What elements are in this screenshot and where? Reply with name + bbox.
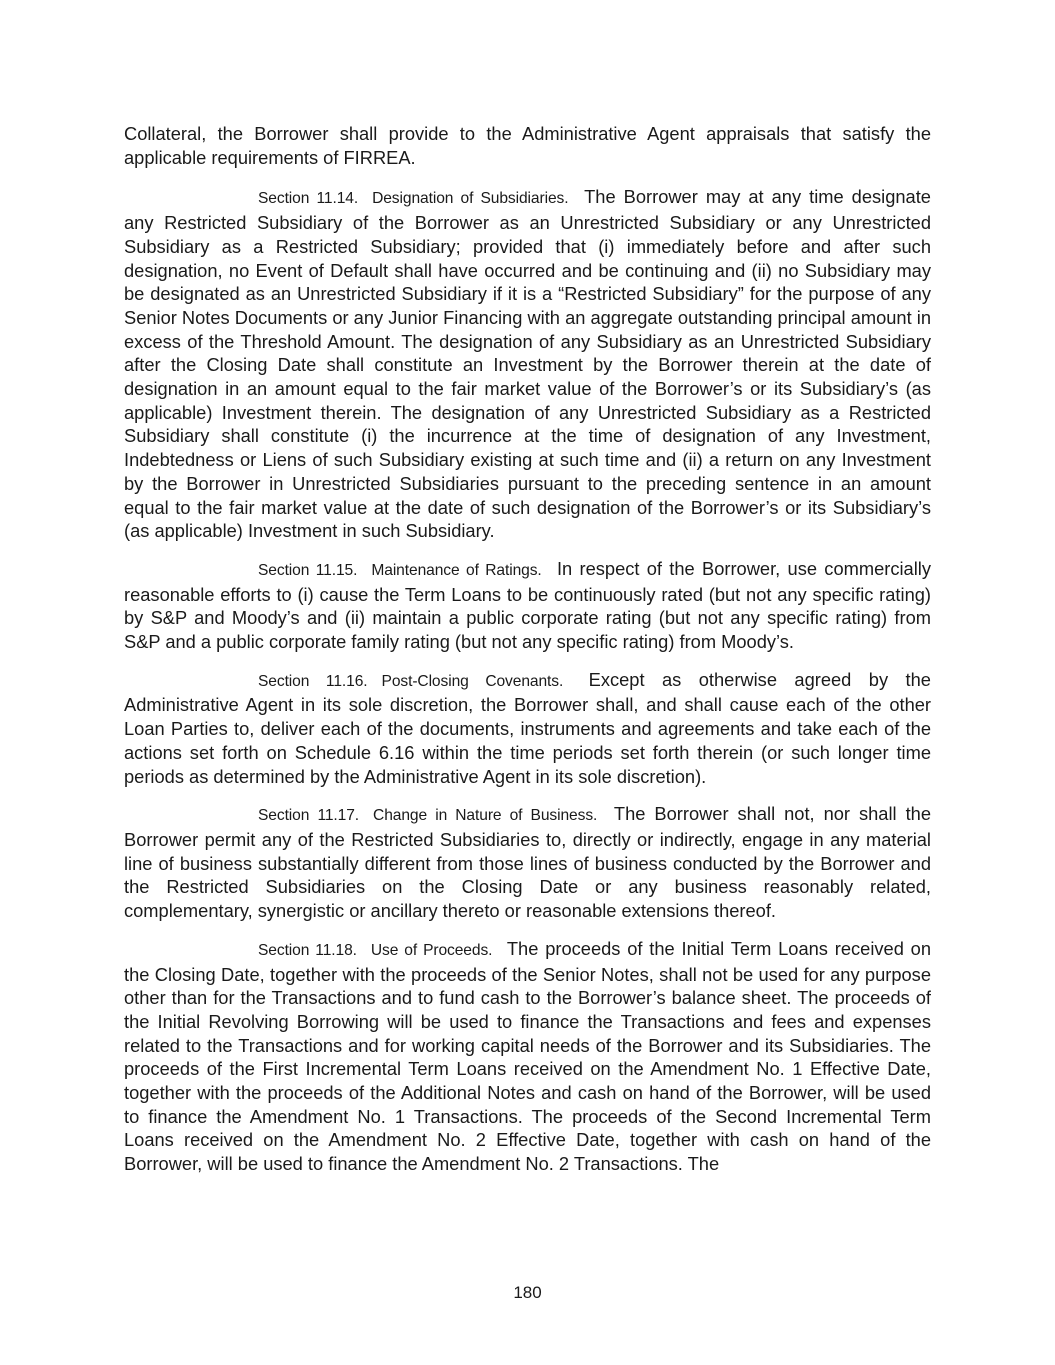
document-page bbox=[124, 122, 931, 1190]
section-number: Section 11.15. bbox=[258, 561, 358, 579]
intro-paragraph: Collateral, the Borrower shall provide to the Administrative Agent appraisals that satisfy the applicable requirements of FIRREA. bbox=[124, 123, 931, 168]
section-body: The Borrower may at any time designate any Restricted Subsidiary of the Borrower as an Unrestricted Subsidiary or any Unrestricted Subsidiary as a Restricted Subsidiary; provided that (i) immediately before and after such designation, no Event of Default shall have occurred and be continuing and (ii) no Subsidiary may be designated as an Unrestricted Subsidiary if it is a “Restricted Subsidiary” for the purpose of any Senior Notes Documents or any Junior Financing with an aggregate outstanding principal amount in excess of the Threshold Amount. The designation of any Subsidiary as an Unrestricted Subsidiary after the Closing Date shall constitute an Investment by the Borrower therein at the date of designation in an amount equal to the fair market value of the Borrower’s or its Subsidiary’s (as applicable) Investment therein. The designation of any Unrestricted Subsidiary as a Restricted Subsidiary shall constitute (i) the incurrence at the time of designation of any Investment, Indebtedness or Liens of such Subsidiary existing at such time and (ii) a return on any Investment by the Borrower in Unrestricted Subsidiaries pursuant to the preceding sentence in an amount equal to the fair market value at the date of such designation of the Borrower’s or its Subsidiary’s (as applicable) Investment in such Subsidiary. bbox=[124, 186, 931, 542]
section-11-15 bbox=[124, 557, 931, 654]
section-title: Maintenance of Ratings. bbox=[371, 561, 542, 579]
section-body: The Borrower shall not, nor shall the Borrower permit any of the Restricted Subsidiaries to, directly or indirectly, engage in any material line of business substantially different from those lines of business conducted by the Borrower and the Restricted Subsidiaries on the Closing Date or any business reasonably related, complementary, synergistic or ancillary thereto or reasonable extensions thereof. bbox=[124, 803, 931, 922]
section-number: Section 11.17. bbox=[258, 807, 360, 825]
section-title: Designation of Subsidiaries. bbox=[372, 190, 569, 208]
section-11-17 bbox=[124, 802, 931, 923]
section-title: Post-Closing Covenants. bbox=[381, 672, 564, 690]
section-number: Section 11.14. bbox=[258, 190, 359, 208]
section-11-14 bbox=[124, 185, 931, 543]
page-number: 180 bbox=[513, 1283, 542, 1302]
section-body: The proceeds of the Initial Term Loans received on the Closing Date, together with the proceeds of the Senior Notes, shall not be used for any purpose other than for the Transactions and to fund cash to the Borrower’s balance sheet. The proceeds of the Initial Revolving Borrowing will be used to finance the Transactions and fees and expenses related to the Transactions and for working capital needs of the Borrower and its Subsidiaries. The proceeds of the First Incremental Term Loans received on the Amendment No. 1 Effective Date, together with the proceeds of the Additional Notes and cash on hand of the Borrower, will be used to finance the Amendment No. 1 Transactions. The proceeds of the Second Incremental Term Loans received on the Amendment No. 2 Effective Date, together with cash on hand of the Borrower, will be used to finance the Amendment No. 2 Transactions. The bbox=[124, 937, 932, 1175]
section-body: In respect of the Borrower, use commercially reasonable efforts to (i) cause the Term Loans to be continuously rated (but not any specific rating) by S&P and Moody’s and (ii) maintain a public corporate rating (but not any specific rating) from S&P and a public corporate family rating (but not any specific rating) from Moody’s. bbox=[124, 557, 931, 653]
section-body: Except as otherwise agreed by the Administrative Agent in its sole discretion, the Borrower shall, and shall cause each of the other Loan Parties to, deliver each of the documents, instruments and agreements and take each of the actions set forth on Schedule 6.16 within the time periods set forth therein (or such longer time periods as determined by the Administrative Agent in its sole discretion). bbox=[124, 668, 931, 787]
section-number: Section 11.18. bbox=[258, 941, 357, 959]
section-11-16 bbox=[124, 668, 931, 789]
section-11-18 bbox=[124, 937, 931, 1176]
section-number: Section 11.16. bbox=[258, 672, 368, 690]
section-title: Change in Nature of Business. bbox=[373, 807, 598, 825]
section-title: Use of Proceeds. bbox=[370, 941, 493, 959]
